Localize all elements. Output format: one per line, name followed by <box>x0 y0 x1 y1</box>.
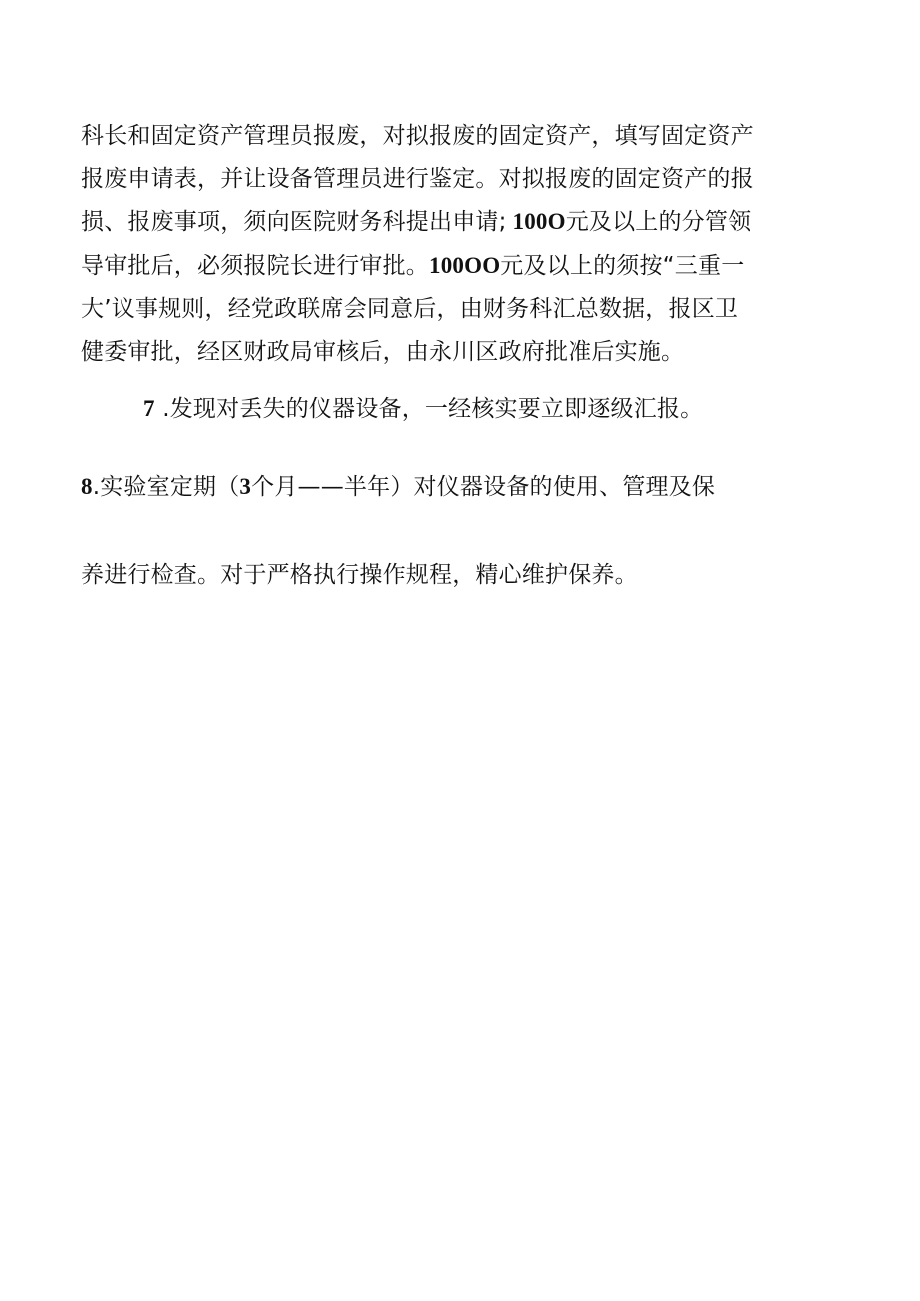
period-number: 3 <box>239 474 252 499</box>
text-run: 科长和固定资产管理员报废，对拟报废的固定资产，填写固定资产 <box>81 123 754 149</box>
amount-number: 100O <box>506 209 566 234</box>
text-line-2 <box>81 164 754 194</box>
text-line-6 <box>81 337 684 367</box>
text-line-9 <box>81 560 638 590</box>
text-run: 元及以上的分管领 <box>565 209 752 235</box>
text-line-4 <box>81 251 744 281</box>
list-item-7 <box>143 394 703 424</box>
text-run: 大’议事规则，经党政联席会同意后，由财务科汇总数据，报区卫 <box>81 296 739 322</box>
text-run: 养进行检查。对于严格执行操作规程，精心维护保养。 <box>81 562 638 588</box>
text-line-1 <box>81 121 754 151</box>
text-run: 损、报废事项，须向医院财务科提出申请; <box>81 209 507 235</box>
list-number: 7 <box>143 396 155 421</box>
amount-number: 100OO <box>429 253 501 278</box>
text-line-5 <box>81 294 738 324</box>
list-number: 8 <box>81 474 93 499</box>
text-run: 健委审批，经区财政局审核后，由永川区政府批准后实施。 <box>81 339 685 365</box>
text-run: .发现对丢失的仪器设备，一经核实要立即逐级汇报。 <box>154 396 704 422</box>
text-run: 元及以上的须按“三重一 <box>500 253 745 279</box>
text-run: 个月——半年）对仪器设备的使用、管理及保 <box>251 474 716 500</box>
text-run: 导审批后，必须报院长进行审批。 <box>81 253 429 279</box>
text-line-3 <box>81 207 751 237</box>
text-run: .实验室定期（ <box>92 474 240 500</box>
text-run: 报废申请表，并让设备管理员进行鉴定。对拟报废的固定资产的报 <box>81 166 754 192</box>
list-item-8 <box>81 472 715 502</box>
